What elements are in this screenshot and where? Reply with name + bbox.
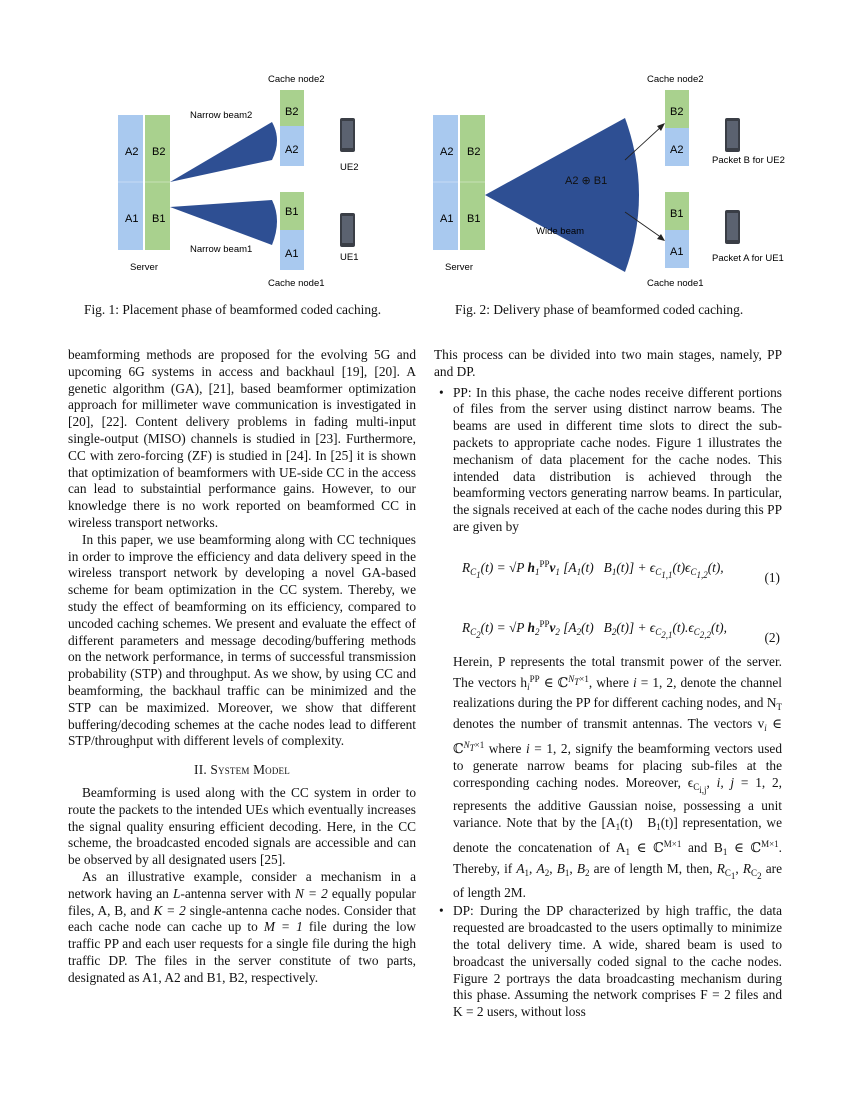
xor-label: A2 ⊕ B1: [565, 175, 608, 187]
figure-2: [425, 60, 785, 295]
server-cell-a2: A2: [125, 146, 139, 158]
narrow-beam-1: [170, 200, 277, 245]
wide-beam-label: Wide beam: [536, 226, 585, 237]
cache-node-2-cell-a2: A2: [670, 144, 684, 156]
cache-node-1-cell-a1: A1: [285, 248, 299, 260]
bullet-dp: • DP: During the DP characterized by high traffic, the data requested are broadcasted to the users optimally to minimize the total delivery time. A wide, shared beam is used to broadcast the universally coded signal to the cache nodes. Figure 2 portrays the data broadcasting mechanism during this phase. Assuming the network comprises F = 2 files and K = 2 users, without loss: [439, 903, 782, 1020]
server-cell-a1: A1: [125, 213, 139, 225]
paragraph-pp: PP: In this phase, the cache nodes receive different portions of files from the server using distinct narrow beams. The beams are used in different time slots to direct the sub-packets to appropriate cache nodes. Figure 1 illustrates the mechanism of data placement for the cache nodes. This intended data distribution is achieved through the beamforming vectors generating narrow beams. In particular, the signals received at each of the cache nodes during this PP are given by: [453, 384, 782, 534]
bullet-pp: • PP: In this phase, the cache nodes receive different portions of files from the server using distinct narrow beams. The beams are used in different time slots to direct the sub-packets to appropriate cache nodes. Figure 1 illustrates the mechanism of data placement for the cache nodes. This intended data distribution is achieved through the beamforming vectors generating narrow beams. In particular, the signals received at each of the cache nodes during this PP are given by: [439, 384, 782, 534]
ue-2-label: UE2: [340, 162, 359, 173]
equation-2: $R_{C_2}(t) = √P$ $h_2^{PP}v_2$ $[A_2(t) B_2(t)] + \epsilon_{C_{2,1}}(t).\epsilon_{C_{2,2}}(t)$, (2): [462, 618, 780, 645]
cache-node-2-cell-b2: B2: [285, 106, 299, 118]
right-column: [434, 347, 782, 1021]
figure-1-diagram: [110, 60, 400, 295]
cache-node-1-label: Cache node1: [268, 278, 325, 289]
server-cell-a1: A1: [440, 213, 454, 225]
server-cell-a2: A2: [440, 146, 454, 158]
left-column: [68, 347, 416, 986]
server-cell-b2: B2: [152, 146, 166, 158]
herein-block: [434, 654, 782, 902]
server-cell-b2: B2: [467, 146, 481, 158]
paragraph-related-work: beamforming methods are proposed for the evolving 5G and upcoming 6G systems in access and backhaul [19], [20]. A genetic algorithm (GA), [21], based beamformer optimization approach for millimeter wave communication is investigated in [20], [22]. Content delivery problems in fading multi-input single-output (MISO) channels is studied in [23]. Furthermore, CC with zero-forcing (ZF) is studied in [24]. In [25] it is shown that optimization of beamformers with UE-side CC in the access can lead to substaintial performance gains. However, to our knowledge there is no work reported on beamformed CC in wireless transport networks.: [68, 347, 416, 530]
cache-node-1-cell-b1: B1: [670, 208, 684, 220]
cache-node-2-cell-b2: B2: [670, 106, 684, 118]
paragraph-example: As an illustrative example, consider a mechanism in a network having an L-antenna server with N = 2 equally popular files, A, B, and K = 2 single-antenna cache nodes. Consider that each cache node can cache up to M = 1 file during the low traffic PP and each user requests for a single file during the high traffic DP. The files in the server constitute of two parts, designated as A1, A2 and B1, B2, respectively.: [68, 868, 416, 985]
packet-b-label: Packet B for UE2: [712, 155, 785, 166]
ue-1-label: UE1: [340, 252, 359, 263]
equation-2-number: (2): [764, 629, 780, 645]
equation-1: $R_{C_1}(t) = √P$ $h_1^{PP}v_1$ $[A_1(t) B_1(t)] + \epsilon_{C_{1,1}}(t)\epsilon_{C_{1,2}}(t)$, (1): [462, 558, 780, 585]
narrow-beam-1-label: Narrow beam1: [190, 244, 253, 255]
server-label: Server: [445, 262, 473, 273]
paragraph-contributions: In this paper, we use beamforming along with CC techniques in order to improve the efficiency and data delivery speed in the wireless transport network by developing a novel GA-based scheme for beam optimization in the CC system. Thereby, we study the effect of beamforming on its efficiency, compared to uncoded caching schemes. We present and evaluate the effect of different parameters and message decoding/buffering methods on the network performance, in terms of successful transmission probability (STP) and throughput. As we show, by using CC and beamforming, the backhaul traffic can be minimized and the STP can be maximized. Moreover, we show that different buffering/decoding schemes at the cache nodes lead to different STP/throughput with different levels of complexity.: [68, 531, 416, 749]
packet-a-label: Packet A for UE1: [712, 253, 784, 264]
paragraph-herein: Herein, P represents the total transmit power of the server. The vectors $h_i^{PP}$ ∈ ℂ$^{N_T\times 1}$, where i = 1, 2, denote the channel realizations during the PP for different caching nodes, and $N_T$ denotes the number of transmit antennas. The vectors $v_i$ ∈ ℂ$^{N_T\times 1}$ where i = 1, 2, signify the beamforming vectors used to generate narrow beams for placing sub-files at the corresponding caching nodes. Moreover, $\epsilon_{C_{i,j}}$, i, j = 1, 2, represents the additive Gaussian noise, possessing a unit variance. Note that by the [$A_1(t)$ $B_1(t)$] representation, we denote the concatenation of $A_1$ ∈ ℂ$^{M\times 1}$ and $B_1$ ∈ ℂ$^{M\times 1}$. Thereby, if $A_1$, $A_2$, $B_1$, $B_2$ are of length M, then, $R_{C_1}$, $R_{C_2}$ are of length 2M.: [453, 653, 783, 900]
server-label: Server: [130, 262, 158, 273]
paragraph-process-intro: This process can be divided into two main stages, namely, PP and DP.: [434, 347, 782, 379]
figure-1: [110, 60, 400, 295]
cache-node-1-label: Cache node1: [647, 278, 704, 289]
narrow-beam-2: [170, 122, 277, 182]
equation-1-number: (1): [764, 569, 780, 585]
section-heading-system-model: II. System Model: [194, 762, 290, 778]
paragraph-dp: DP: During the DP characterized by high traffic, the data requested are broadcasted to the users optimally to minimize the total delivery time. A wide, shared beam is used to broadcast the universally coded signal to the cache nodes. Figure 2 portrays the data broadcasting mechanism during this phase. Assuming the network comprises F = 2 files and K = 2 users, without loss: [453, 903, 782, 1020]
cache-node-2-cell-a2: A2: [285, 144, 299, 156]
figure-1-caption: Fig. 1: Placement phase of beamformed coded caching.: [84, 302, 382, 317]
cache-node-1-cell-a1: A1: [670, 246, 684, 258]
wide-beam: [485, 118, 639, 272]
figure-2-diagram: [425, 60, 785, 295]
server-cell-b1: B1: [152, 213, 166, 225]
server-cell-b1: B1: [467, 213, 481, 225]
cache-node-1-cell-b1: B1: [285, 206, 299, 218]
cache-node-2-label: Cache node2: [647, 74, 704, 85]
figure-2-caption: Fig. 2: Delivery phase of beamformed coded caching.: [455, 302, 744, 317]
narrow-beam-2-label: Narrow beam2: [190, 110, 253, 121]
cache-node-2-label: Cache node2: [268, 74, 325, 85]
paragraph-beamforming: Beamforming is used along with the CC system in order to route the packets to the intended UEs which eventually increases the signal quality ensuring efficient decoding. Here, in the CC scheme, the broadcasted encoded signals are accessible and can be observed by all designated users [25].: [68, 784, 416, 868]
